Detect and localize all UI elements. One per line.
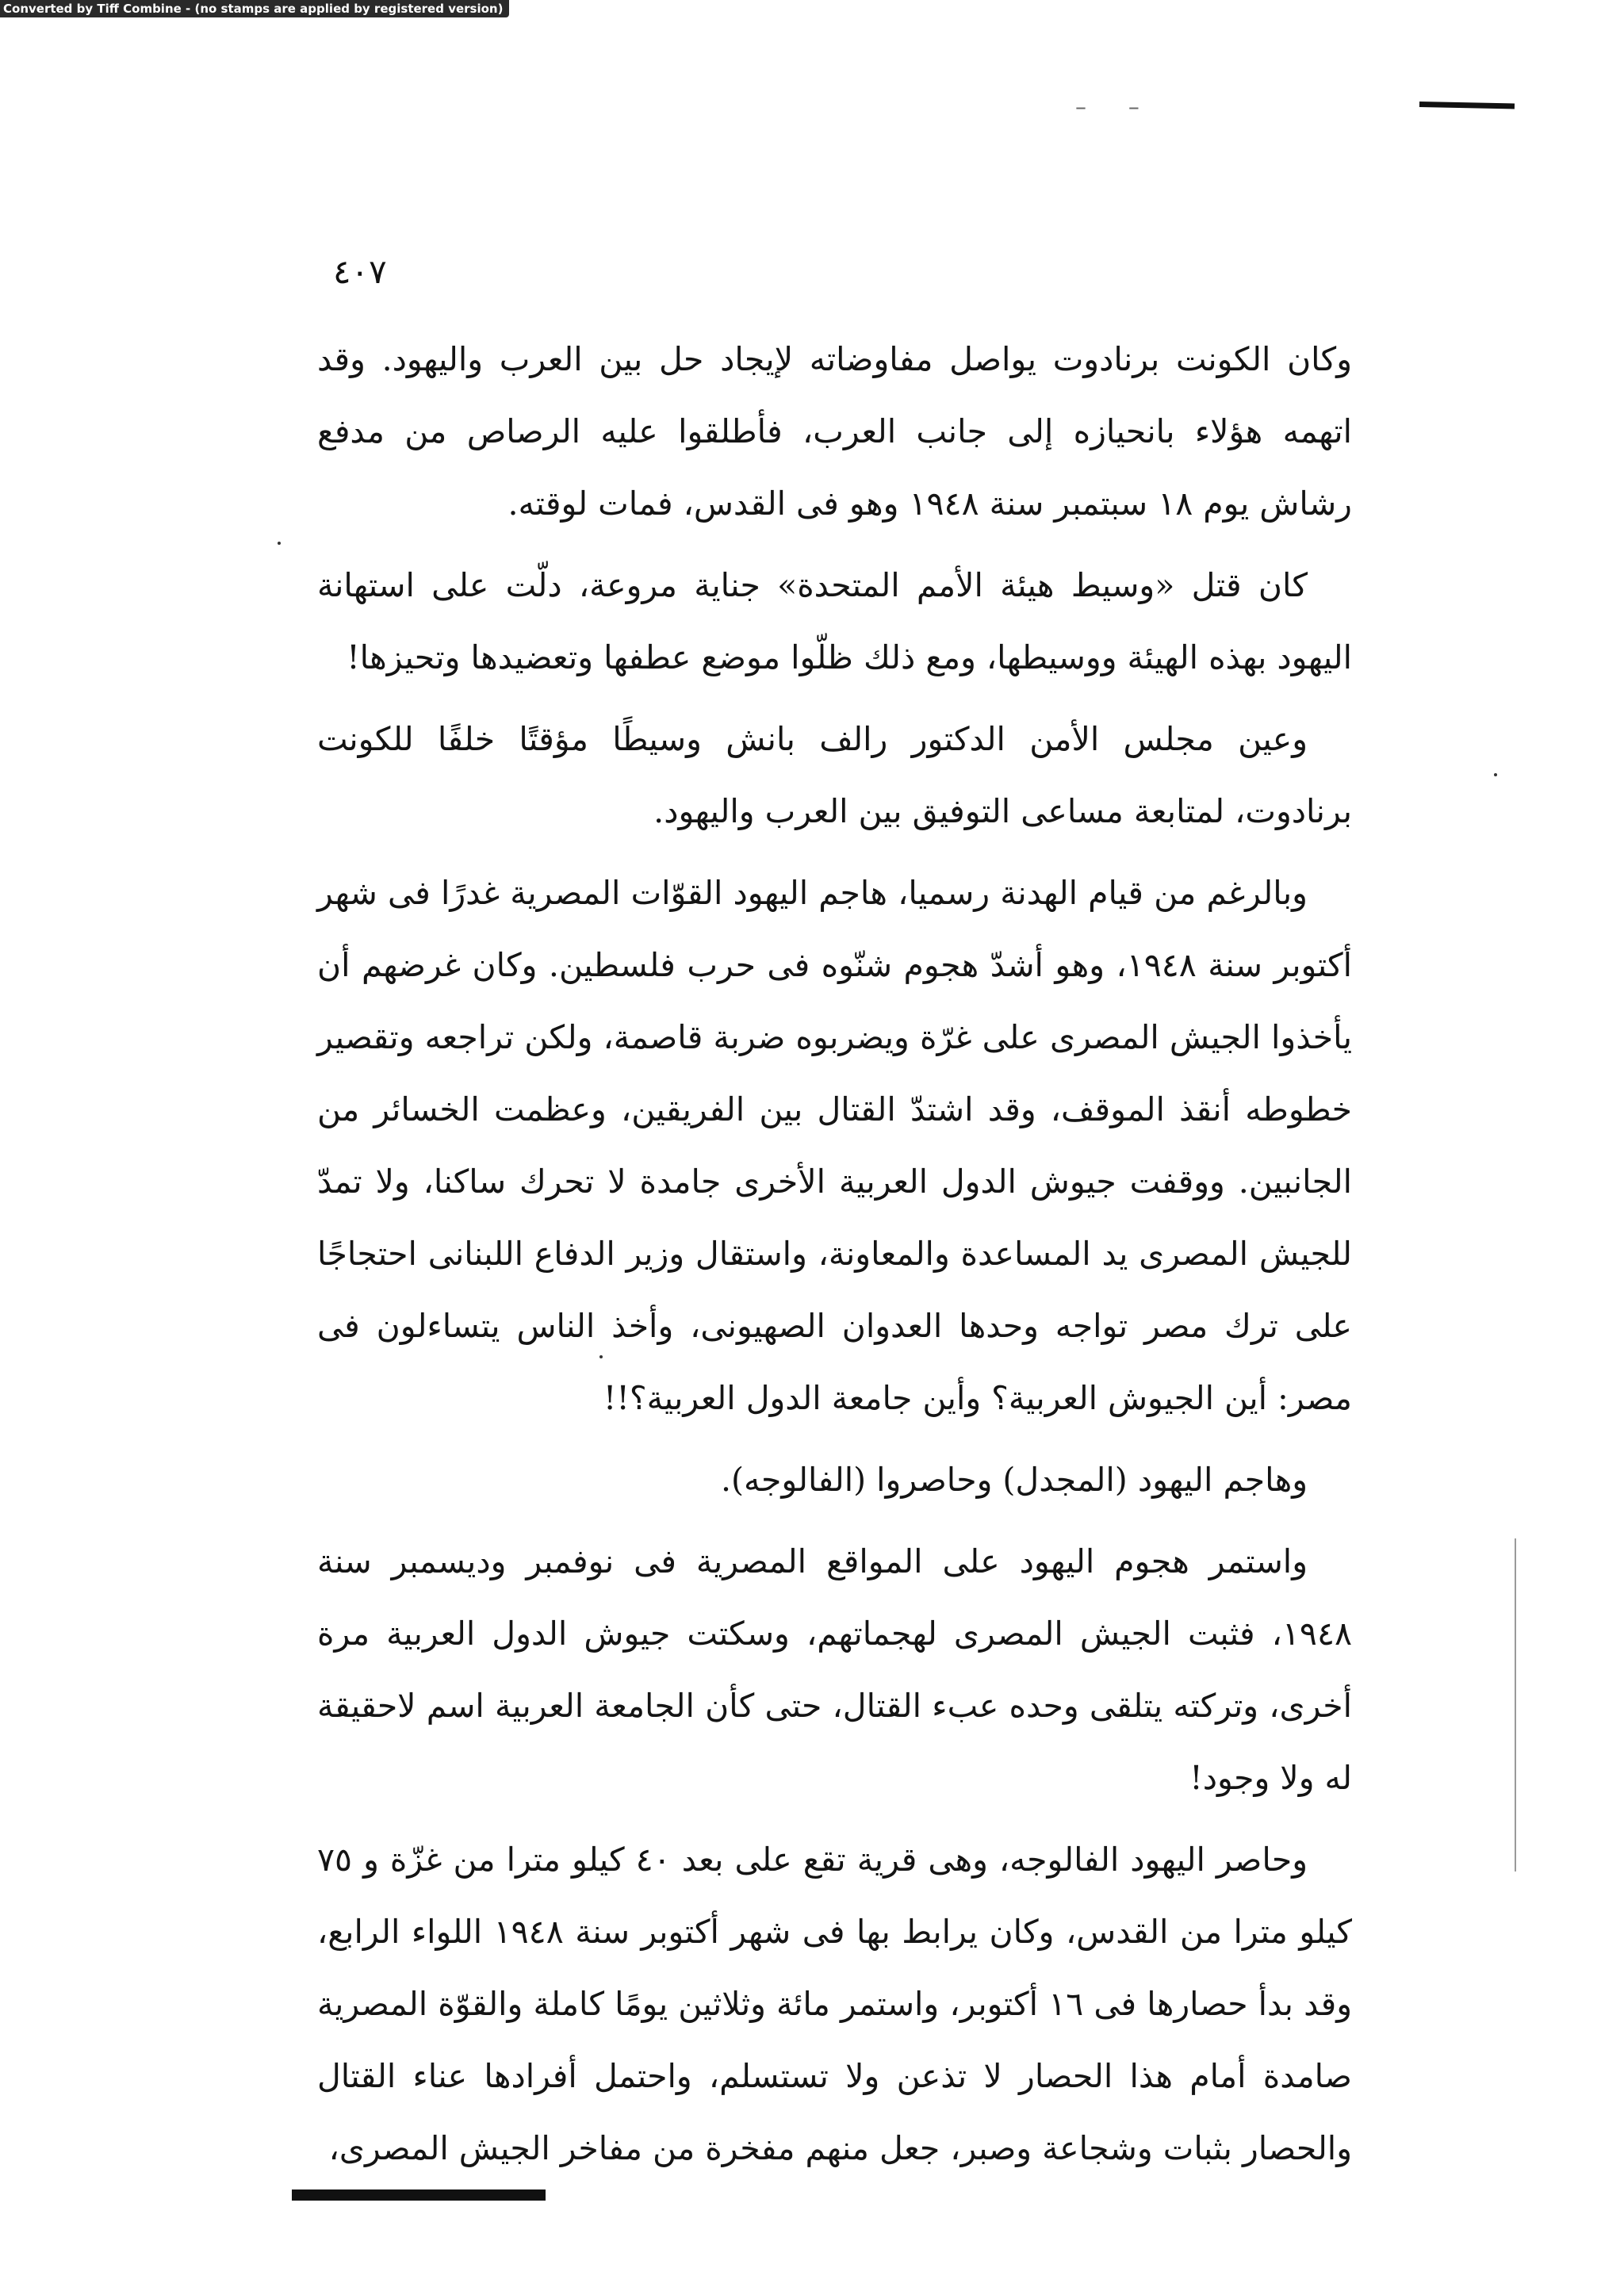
bottom-scan-rule [292, 2189, 546, 2201]
top-scan-rule [1419, 102, 1515, 109]
paragraph-faluja-siege: وحاصر اليهود الفالوجه، وهى قرية تقع على بعد ٤٠ كيلو مترا من غزّة و ٧٥ كيلو مترا من القدس، وكان يرابط بها فى شهر أكتوبر سنة ١٩٤٨ اللواء الرابع، وقد بدأ حصارها فى ١٦ أكتوبر، واستمر مائة وثلاثين يومًا كاملة والقوّة المصرية صامدة أمام هذا الحصار لا تذعن ولا تستسلم، واحتمل أفرادها عناء القتال والحصار بثبات وشجاعة وصبر، جعل منهم مفخرة من مفاخر الجيش المصرى، [317, 1841, 1352, 2167]
margin-speck [599, 1355, 603, 1358]
paragraph-bernadotte: وكان الكونت برنادوت يواصل مفاوضاته لإيجاد حل بين العرب واليهود. وقد اتهمه هؤلاء بانحيازه إلى جانب العرب، فأطلقوا عليه الرصاص من مدفع رشاش يوم ١٨ سبتمبر سنة ١٩٤٨ وهو فى القدس، فمات لوقته. [317, 340, 1352, 523]
page-number: ٤٠٧ [333, 252, 387, 291]
margin-speck [1494, 773, 1497, 776]
converter-watermark-banner: Converted by Tiff Combine - (no stamps are applied by registered version) [0, 0, 509, 17]
header-dashes: – – [1075, 94, 1157, 120]
page-body [317, 324, 1352, 2194]
paragraph-un-mediator-crime: كان قتل «وسيط هيئة الأمم المتحدة» جناية مروعة، دلّت على استهانة اليهود بهذه الهيئة ووسيطها، ومع ذلك ظلّوا موضع عطفها وتعضيدها وتحيزها! [317, 566, 1352, 676]
paragraph-bunche-appointment: وعين مجلس الأمن الدكتور رالف بانش وسيطًا مؤقتًا خلفًا للكونت برنادوت، لمتابعة مساعى التوفيق بين العرب واليهود. [317, 720, 1352, 830]
margin-speck [278, 542, 281, 545]
paragraph-november-attack: واستمر هجوم اليهود على المواقع المصرية فى نوفمبر وديسمبر سنة ١٩٤٨، فثبت الجيش المصرى لهجماتهم، وسكتت جيوش الدول العربية مرة أخرى، وتركته يتلقى وحده عبء القتال، حتى كأن الجامعة العربية اسم لاحقيقة له ولا وجود! [317, 1542, 1352, 1797]
paragraph-majdal-faluja: وهاجم اليهود (المجدل) وحاصروا (الفالوجه). [720, 1461, 1308, 1499]
paragraph-october-attack: وبالرغم من قيام الهدنة رسميا، هاجم اليهود القوّات المصرية غدرًا فى شهر أكتوبر سنة ١٩٤٨، وهو أشدّ هجوم شنّوه فى حرب فلسطين. وكان غرضهم أن يأخذوا الجيش المصرى على غرّة ويضربوه ضربة قاصمة، ولكن تراجعه وتقصير خطوطه أنقذ الموقف، وقد اشتدّ القتال بين الفريقين، وعظمت الخسائر من الجانبين. ووقفت جيوش الدول العربية الأخرى جامدة لا تحرك ساكنا، ولا تمدّ للجيش المصرى يد المساعدة والمعاونة، واستقال وزير الدفاع اللبنانى احتجاجًا على ترك مصر تواجه وحدها العدوان الصهيونى، وأخذ الناس يتساءلون فى مصر: أين الجيوش العربية؟ وأين جامعة الدول العربية؟!! [317, 874, 1352, 1417]
margin-scan-line [1515, 1538, 1516, 1871]
